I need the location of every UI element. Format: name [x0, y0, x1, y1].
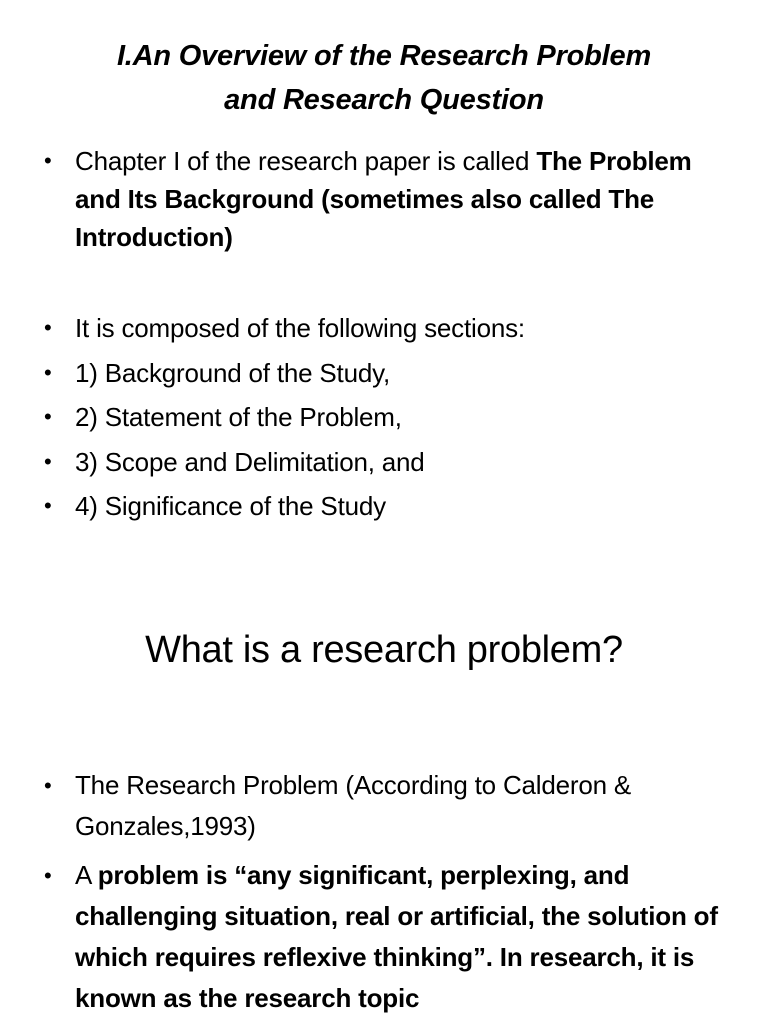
list-item-text: 4) Significance of the Study	[75, 491, 386, 521]
bullet-dot-icon: •	[44, 359, 52, 385]
definition-plain-text: A	[75, 860, 98, 890]
list-item	[0, 440, 768, 485]
list-item	[0, 484, 768, 529]
list-item	[0, 855, 768, 1019]
bullet-dot-icon: •	[44, 493, 52, 518]
intro-plain-text: Chapter I of the research paper is called	[75, 146, 537, 176]
intro-bullet	[0, 142, 768, 256]
list-item	[0, 395, 768, 440]
bullet-dot-icon: •	[44, 773, 52, 798]
list-item-text: It is composed of the following sections:	[75, 313, 525, 343]
intro-bold-text: The Problem and Its Background (sometimes also called The Introduction)	[75, 146, 692, 252]
title-line-2: and Research Question	[224, 84, 544, 116]
list-item-text: 1) Background of the Study,	[75, 357, 390, 388]
definition-bold-text: problem is “any significant, perplexing, and challenging situation, real or artificial, the solution of which requires reflexive thinking”. In research, it is known as the research topic	[75, 860, 718, 1013]
bullet-dot-icon: •	[44, 863, 52, 888]
title-line-1: I.An Overview of the Research Problem	[116, 40, 652, 72]
definition-source-text: The Research Problem (According to Calderon & Gonzales,1993)	[75, 770, 632, 841]
list-item	[0, 765, 768, 847]
list-item	[0, 306, 768, 351]
list-item-text: 2) Statement of the Problem,	[75, 402, 402, 432]
page-title	[0, 34, 768, 122]
bullet-dot-icon: •	[44, 315, 52, 340]
list-item-text: 3) Scope and Delimitation, and	[75, 446, 425, 477]
bullet-dot-icon: •	[44, 148, 52, 173]
bullet-dot-icon: •	[44, 404, 52, 429]
list-item	[0, 351, 768, 396]
bullet-dot-icon: •	[44, 448, 52, 474]
definition-bullet-list	[0, 765, 768, 1019]
sections-bullet-list	[0, 306, 768, 529]
intro-bullet-list	[0, 142, 768, 256]
section-heading: What is a research problem?	[145, 629, 623, 671]
